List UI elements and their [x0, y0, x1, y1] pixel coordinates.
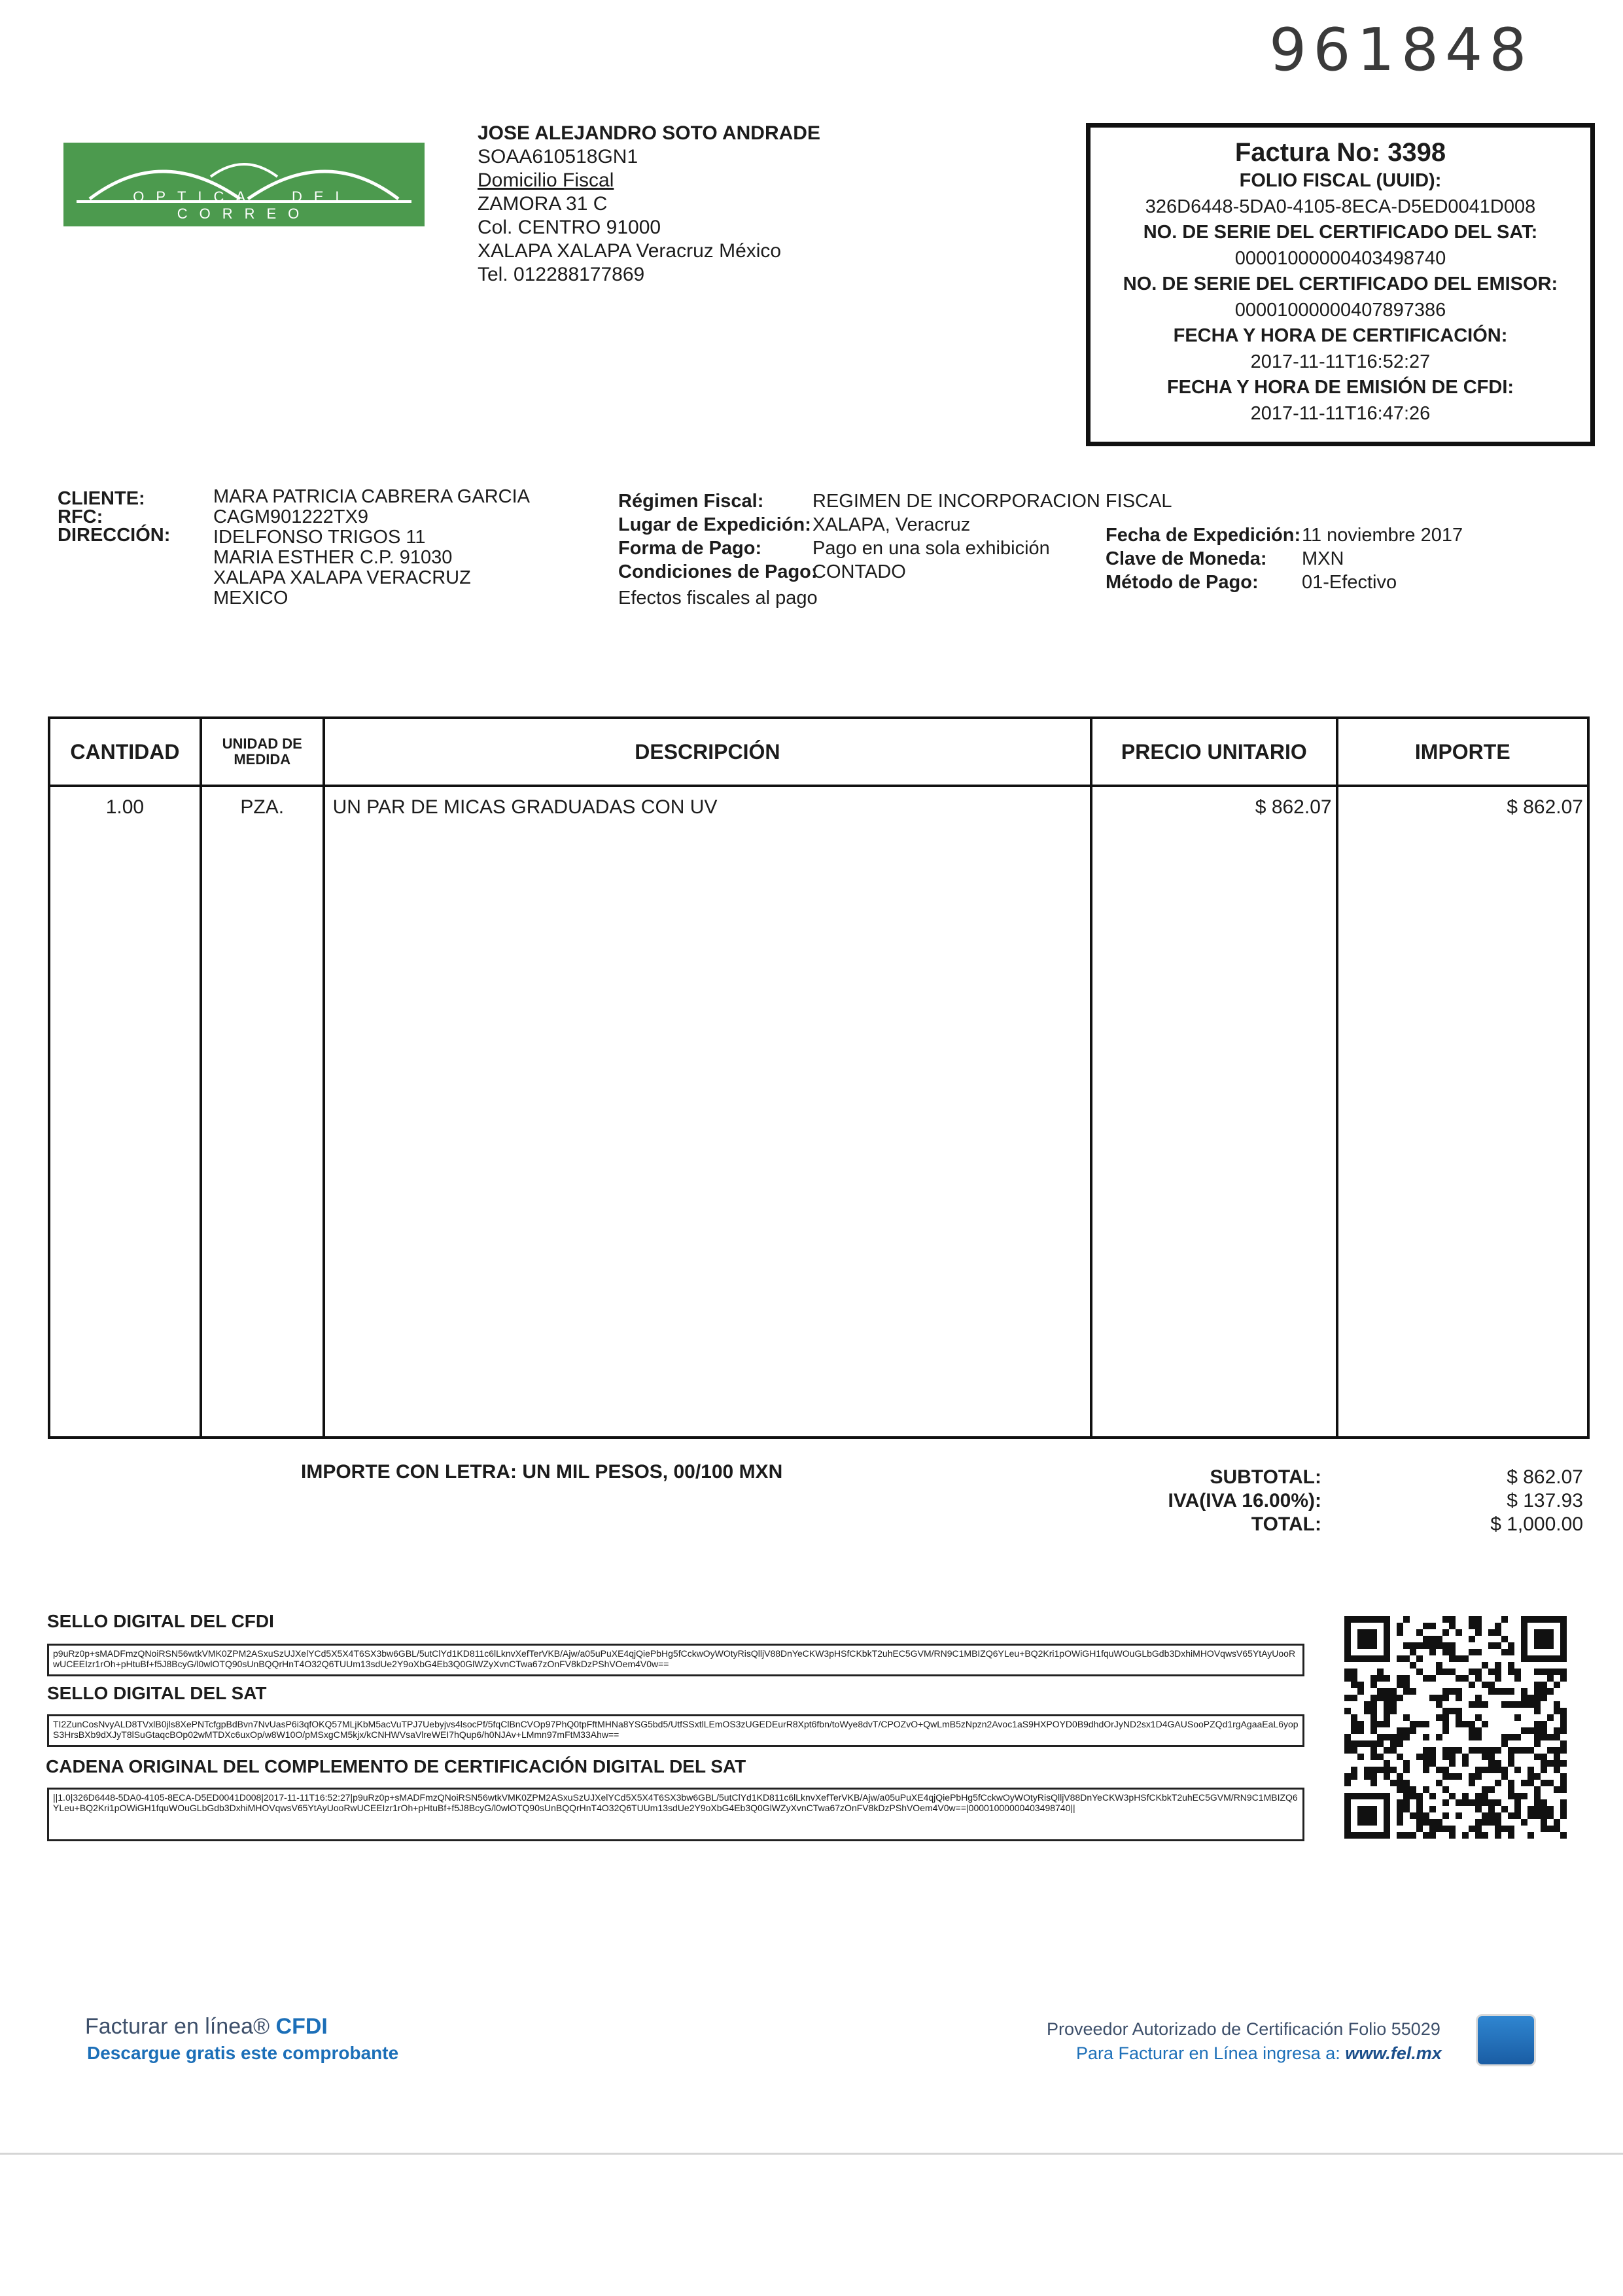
issuer-rfc: SOAA610518GN1	[478, 146, 638, 168]
qr-code	[1344, 1616, 1567, 1839]
lugar-label: Lugar de Expedición:	[618, 514, 811, 535]
client-dir-3: XALAPA XALAPA VERACRUZ	[213, 567, 471, 588]
domicilio-label: Domicilio Fiscal	[478, 169, 614, 191]
footer-facturar	[85, 2014, 328, 2040]
table-row	[49, 786, 1588, 1438]
para-facturar-text: Para Facturar en Línea ingresa a:	[1076, 2043, 1340, 2063]
cadena-box: ||1.0|326D6448-5DA0-4105-8ECA-D5ED0041D008|2017-11-11T16:52:27|p9uRz0p+sMADFmzQNoiRSN56wtkVMK0ZPM2ASxuSzUJXelYCd5X5X4T6SX3bw6GBL/5utClYd1KD811c6lLknvXefTerVKB/Ajw/a05uPuXE4qjQiePbHg5fCckwOyWOtyRisQlljV88DnYeCKW3pHSfCKbkT2uhEC5GVM/RN9C1MBIZQ6YLeu+BQ2Kri1pOWiGH1fquWOuGLbGdb3DxhiMHOVqwsV65YtAyUooRwUCEEIzr1rOh+pHtuBf+f5J8BcyG/l0wlOTQ90sUnBQQrHnT4O32Q6TUUm13sdUe2Y9oXbG4Eb3Q0GlWZyXvnCTwa67zOnFV8kDzPShVOem4V0w==|00001000000403498740||	[47, 1788, 1304, 1841]
row-cantidad: 1.00	[49, 786, 201, 1438]
metodo-value: 01-Efectivo	[1302, 572, 1397, 593]
forma-label: Forma de Pago:	[618, 538, 762, 559]
logo-text: OPTICA DEL CORREO	[133, 188, 355, 222]
issuer-block	[478, 122, 820, 287]
cert-date-value: 2017-11-11T16:52:27	[1250, 351, 1431, 372]
totals-labels	[1047, 1466, 1321, 1536]
facturar-text: Facturar en línea®	[85, 2014, 270, 2039]
importe-letra: IMPORTE CON LETRA: UN MIL PESOS, 00/100 MXN	[301, 1461, 783, 1483]
fecha-values	[1302, 523, 1463, 594]
client-labels	[58, 487, 170, 547]
direccion-label: DIRECCIÓN:	[58, 525, 171, 546]
iva-value: $ 137.93	[1507, 1490, 1583, 1511]
condiciones-label: Condiciones de Pago:	[618, 561, 818, 582]
moneda-value: MXN	[1302, 548, 1344, 569]
header-descripcion: DESCRIPCIÓN	[324, 718, 1092, 786]
fecha-labels	[1106, 523, 1300, 594]
client-rfc: CAGM901222TX9	[213, 506, 368, 527]
row-descripcion: UN PAR DE MICAS GRADUADAS CON UV	[324, 786, 1092, 1438]
table-header-row	[49, 718, 1588, 786]
row-unidad: PZA.	[201, 786, 324, 1438]
descarga-link[interactable]: Descargue gratis este comprobante	[87, 2043, 399, 2063]
condiciones-value: CONTADO	[812, 561, 906, 582]
issuer-name: JOSE ALEJANDRO SOTO ANDRADE	[478, 122, 820, 144]
emisor-cert-label: NO. DE SERIE DEL CERTIFICADO DEL EMISOR:	[1123, 274, 1558, 294]
header-precio: PRECIO UNITARIO	[1091, 718, 1336, 786]
factura-title: Factura No: 3398	[1234, 138, 1446, 167]
cliente-name: MARA PATRICIA CABRERA GARCIA	[213, 486, 530, 507]
issuer-colonia: Col. CENTRO 91000	[478, 217, 661, 238]
company-logo	[63, 143, 425, 226]
sello-sat-label: SELLO DIGITAL DEL SAT	[47, 1683, 267, 1703]
header-importe: IMPORTE	[1337, 718, 1588, 786]
row-precio: $ 862.07	[1091, 786, 1336, 1438]
iva-label: IVA(IVA 16.00%):	[1168, 1490, 1321, 1511]
sat-cert-label: NO. DE SERIE DEL CERTIFICADO DEL SAT:	[1143, 222, 1538, 243]
certification-badge-icon	[1476, 2014, 1536, 2066]
fel-url-link[interactable]: www.fel.mx	[1345, 2043, 1442, 2063]
cliente-label: CLIENTE:	[58, 488, 145, 509]
issuer-city: XALAPA XALAPA Veracruz México	[478, 240, 782, 262]
factura-box	[1086, 123, 1595, 446]
sello-cfdi-label: SELLO DIGITAL DEL CFDI	[47, 1611, 274, 1631]
row-importe: $ 862.07	[1337, 786, 1588, 1438]
subtotal-value: $ 862.07	[1507, 1466, 1583, 1488]
fiscal-labels	[618, 489, 818, 610]
sat-cert-value: 00001000000403498740	[1234, 247, 1446, 269]
subtotal-label: SUBTOTAL:	[1210, 1466, 1321, 1488]
proveedor-text: Proveedor Autorizado de Certificación Folio 55029	[1047, 2019, 1440, 2039]
cert-date-label: FECHA Y HORA DE CERTIFICACIÓN:	[1173, 325, 1508, 346]
header-cantidad: CANTIDAD	[49, 718, 201, 786]
metodo-label: Método de Pago:	[1106, 572, 1259, 593]
efectos-text: Efectos fiscales al pago	[618, 588, 818, 609]
cadena-label: CADENA ORIGINAL DEL COMPLEMENTO DE CERTIFICACIÓN DIGITAL DEL SAT	[46, 1756, 746, 1776]
sello-sat-box: TI2ZunCosNvyALD8TVxlB0jls8XePNTcfgpBdBvn7NvUasP6i3qfOKQ57MLjKbM5acVuTPJ7Uebyjvs4lsocPf/5fqClBnCVOp97PhQ0tpFftMHNa8YSG5bd5/UtfSSxtlLEmOS3zUGEDEurR8Xpt6fbn/toWye8dvT/CPOZvO+QwLmB5zNpzn2Avoc1aS9HXPOYD0B9dhdOrJyND2sx1D4GAUSooPZQd1rgAgaaEaL6yopS3HrsBXb9dXJyT8lSuGtaqcBOp02wMTDXc6uxOp/w8W10O/pMSxgCM5kjx/kCNHWVsaVlreWEI7hQup6/h0NJAv+LMmn97mFtM33Ahw==	[47, 1714, 1304, 1747]
forma-value: Pago en una sola exhibición	[812, 538, 1050, 559]
sello-cfdi-box: p9uRz0p+sMADFmzQNoiRSN56wtkVMK0ZPM2ASxuSzUJXelYCd5X5X4T6SX3bw6GBL/5utClYd1KD811c6lLknvXefTerVKB/Ajw/a05uPuXE4qjQiePbHg5fCckwOyWOtyRisQlljV88DnYeCKW3pHSfCKbkT2uhEC5GVM/RN9C1MBIZQ6YLeu+BQ2Kri1pOWiGH1fquWOuGLbGdb3DxhiMHOVqwsV65YtAyUooRwUCEEIzr1rOh+pHtuBf+f5J8BcyG/l0wlOTQ90sUnBQQrHnT4O32Q6TUUm13sdUe2Y9oXbG4Eb3Q0GlWZyXvnCTwa67zOnFV8kDzPShVOem4V0w==	[47, 1644, 1304, 1676]
fecha-label: Fecha de Expedición:	[1106, 525, 1301, 546]
client-dir-2: MARIA ESTHER C.P. 91030	[213, 547, 453, 568]
regimen-value: REGIMEN DE INCORPORACION FISCAL	[812, 491, 1172, 512]
handwritten-number: 961848	[1269, 16, 1533, 84]
total-value: $ 1,000.00	[1490, 1513, 1583, 1535]
totals-values	[1406, 1466, 1583, 1536]
emisor-cert-value: 00001000000407897386	[1234, 299, 1446, 321]
emission-date-value: 2017-11-11T16:47:26	[1250, 402, 1431, 424]
client-values	[213, 487, 530, 609]
client-dir-4: MEXICO	[213, 588, 288, 609]
cfdi-text: CFDI	[275, 2014, 328, 2039]
uuid-value: 326D6448-5DA0-4105-8ECA-D5ED0041D008	[1145, 196, 1536, 217]
lugar-value: XALAPA, Veracruz	[812, 514, 971, 535]
regimen-label: Régimen Fiscal:	[618, 491, 764, 512]
issuer-phone: Tel. 012288177869	[478, 264, 645, 285]
client-dir-1: IDELFONSO TRIGOS 11	[213, 527, 426, 548]
total-label: TOTAL:	[1251, 1513, 1321, 1535]
uuid-label: FOLIO FISCAL (UUID):	[1239, 170, 1442, 191]
items-table	[48, 716, 1590, 1439]
para-facturar	[1076, 2043, 1442, 2064]
bottom-divider	[0, 2153, 1623, 2155]
client-rfc-label: RFC:	[58, 506, 103, 527]
issuer-street: ZAMORA 31 C	[478, 193, 608, 215]
header-unidad: UNIDAD DE MEDIDA	[201, 718, 324, 786]
emission-date-label: FECHA Y HORA DE EMISIÓN DE CFDI:	[1166, 377, 1514, 398]
fecha-value: 11 noviembre 2017	[1302, 525, 1463, 546]
moneda-label: Clave de Moneda:	[1106, 548, 1267, 569]
